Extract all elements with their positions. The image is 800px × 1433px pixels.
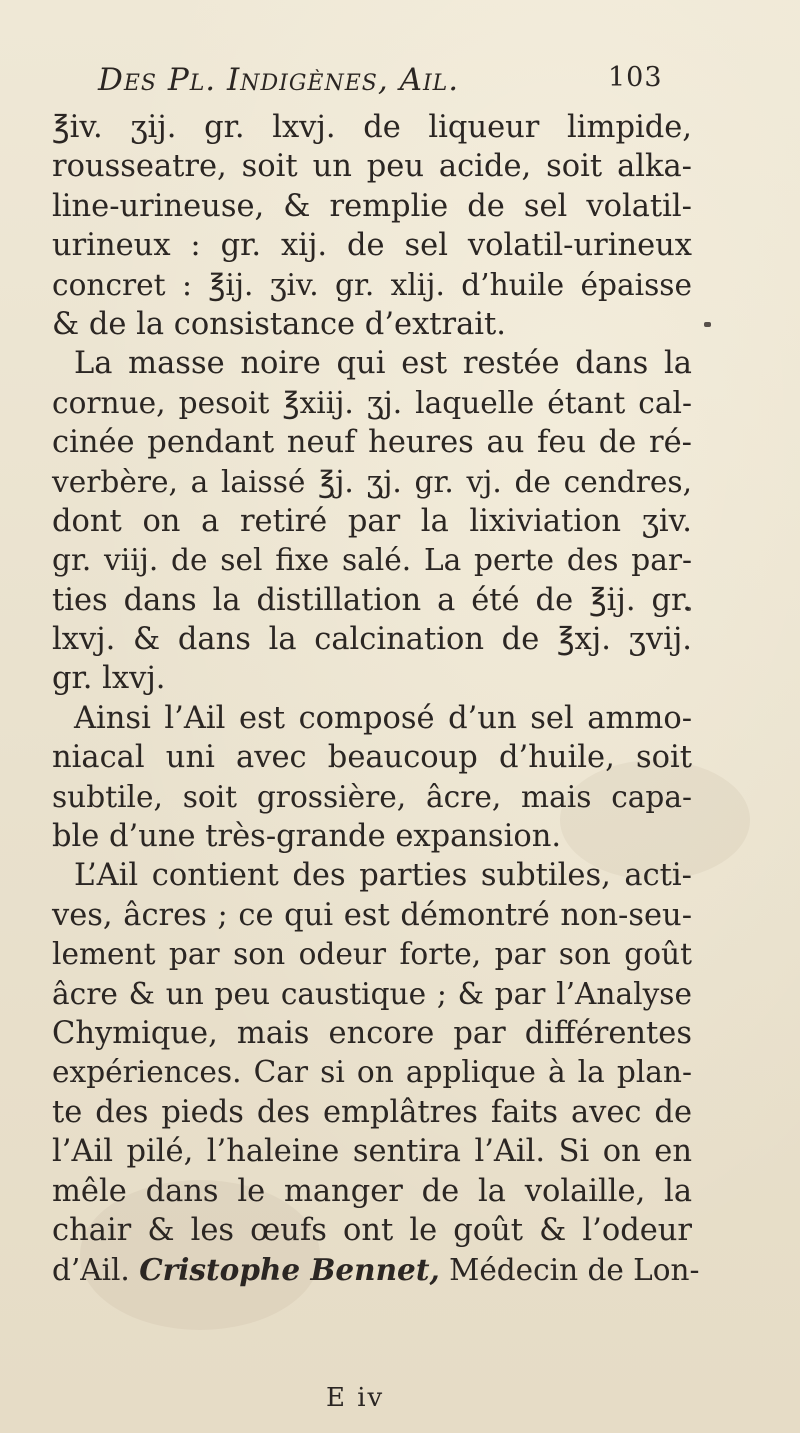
text-line: te des pieds des emplâtres faits avec de (52, 1094, 692, 1130)
text-line: verbère, a laissé ℥j. ʒj. gr. vj. de cendres, (52, 464, 692, 499)
author-name: Cristophe Bennet, (139, 1252, 440, 1288)
page-number: 103 (608, 62, 663, 93)
text-line: niacal uni avec beaucoup d’huile, soit (52, 740, 692, 776)
signature-mark: E iv (326, 1383, 385, 1413)
text-line: cornue, pesoit ℥xiij. ʒj. laquelle étant cal- (52, 385, 692, 420)
text-line: & de la consistance d’extrait. (52, 306, 507, 342)
text-line: chair & les œufs ont le goût & l’odeur (52, 1212, 692, 1248)
text-line: ves, âcres ; ce qui est démontré non-seu- (52, 897, 692, 933)
page-header (98, 62, 698, 104)
text-line: line-urineuse, & remplie de sel volatil- (52, 188, 692, 224)
text-line: expériences. Car si on applique à la plan- (52, 1055, 692, 1090)
text-fragment: d’Ail. (52, 1253, 130, 1288)
ink-speck (704, 322, 711, 327)
text-line: L’Ail contient des parties subtiles, acti- (74, 858, 692, 894)
text-line: gr. lxvj. (52, 661, 166, 697)
text-line: Chymique, mais encore par différentes (52, 1015, 692, 1051)
text-line: rousseatre, soit un peu acide, soit alka- (52, 149, 692, 185)
text-line: lement par son odeur forte, par son goût (52, 937, 692, 972)
text-line: l’Ail pilé, l’haleine sentira l’Ail. Si on en (52, 1134, 692, 1170)
text-line: ble d’une très-grande expansion. (52, 819, 562, 855)
running-head: Des Pl. Indigènes, Ail. (98, 62, 460, 98)
text-line: concret : ℥ij. ʒiv. gr. xlij. d’huile épaisse (52, 267, 692, 302)
text-line: lxvj. & dans la calcination de ℥xj. ʒvij. (52, 622, 692, 658)
page-body (52, 108, 700, 1290)
text-line: urineux : gr. xij. de sel volatil-urineux (52, 228, 692, 264)
text-line: âcre & un peu caustique ; & par l’Analyse (52, 976, 692, 1011)
text-fragment: Médecin de Lon- (449, 1253, 700, 1288)
text-line: mêle dans le manger de la volaille, la (52, 1173, 692, 1209)
text-line: Ainsi l’Ail est composé d’un sel ammo- (74, 700, 692, 736)
text-line: dont on a retiré par la lixiviation ʒiv. (52, 503, 692, 539)
text-line: La masse noire qui est restée dans la (74, 346, 692, 382)
text-line: ties dans la distillation a été de ℥ij. gr. (52, 582, 692, 618)
text-line: ℥iv. ʒij. gr. lxvj. de liqueur limpide, (52, 110, 692, 145)
text-line-final (52, 1250, 700, 1289)
text-line: cinée pendant neuf heures au feu de ré- (52, 425, 692, 461)
text-line: gr. viij. de sel fixe salé. La perte des par- (52, 543, 692, 578)
text-line: subtile, soit grossière, âcre, mais capa- (52, 779, 692, 814)
